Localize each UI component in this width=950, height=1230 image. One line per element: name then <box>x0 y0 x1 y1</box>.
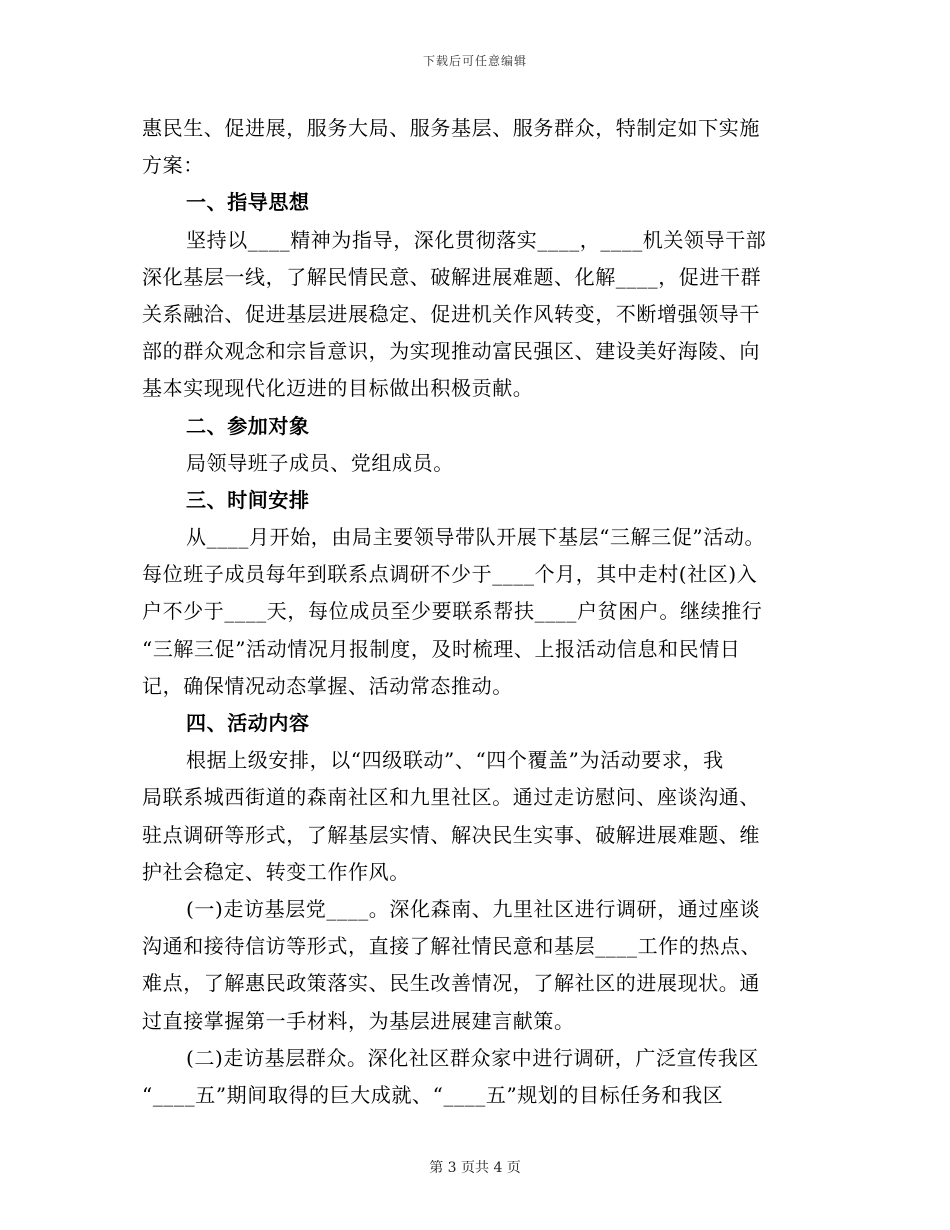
paragraph-line: “____五”期间取得的巨大成就、“____五”规划的目标任务和我区 <box>142 1082 724 1107</box>
paragraph-line: (一)走访基层党____。深化森南、九里社区进行调研，通过座谈 <box>186 896 761 921</box>
paragraph-line: 局领导班子成员、党组成员。 <box>186 450 454 475</box>
section-heading: 二、参加对象 <box>186 413 310 438</box>
paragraph-line: 从____月开始，由局主要领导带队开展下基层“三解三促”活动。 <box>186 525 766 550</box>
paragraph-line: 部的群众观念和宗旨意识，为实现推动富民强区、建设美好海陵、向 <box>142 339 760 364</box>
paragraph-line: 护社会稳定、转变工作作风。 <box>142 859 410 884</box>
paragraph-line: 每位班子成员每年到联系点调研不少于____个月，其中走村(社区)入 <box>142 562 758 587</box>
paragraph-line: 难点，了解惠民政策落实、民生改善情况，了解社区的进展现状。通 <box>142 971 760 996</box>
paragraph-line: 过直接掌握第一手材料，为基层进展建言献策。 <box>142 1008 575 1033</box>
paragraph-line: (二)走访基层群众。深化社区群众家中进行调研，广泛宣传我区 <box>186 1045 760 1070</box>
section-heading: 一、指导思想 <box>186 190 310 215</box>
paragraph-line: 关系融洽、促进基层进展稳定、促进机关作风转变，不断增强领导干 <box>142 301 760 326</box>
section-heading: 三、时间安排 <box>186 487 310 512</box>
paragraph-line: “三解三促”活动情况月报制度，及时梳理、上报活动信息和民情日 <box>142 636 741 661</box>
paragraph-line: 根据上级安排，以“四级联动”、“四个覆盖”为活动要求，我 <box>186 748 724 773</box>
page-number: 第 3 页共 4 页 <box>429 1160 521 1176</box>
paragraph-line: 深化基层一线，了解民情民意、破解进展难题、化解____，促进干群 <box>142 264 762 289</box>
paragraph-line: 驻点调研等形式，了解基层实情、解决民生实事、破解进展难题、维 <box>142 822 760 847</box>
paragraph-line: 方案： <box>142 153 204 178</box>
paragraph-line: 局联系城西街道的森南社区和九里社区。通过走访慰问、座谈沟通、 <box>142 785 760 810</box>
paragraph-line: 基本实现现代化迈进的目标做出积极贡献。 <box>142 376 534 401</box>
document-body <box>142 110 808 1114</box>
paragraph-line: 沟通和接待信访等形式，直接了解社情民意和基层____工作的热点、 <box>142 934 762 959</box>
section-heading: 四、活动内容 <box>186 711 310 735</box>
paragraph-line: 户不少于____天，每位成员至少要联系帮扶____户贫困户。继续推行 <box>142 599 763 624</box>
paragraph-line: 坚持以____精神为指导，深化贯彻落实____，____机关领导干部 <box>186 227 767 252</box>
paragraph-line: 惠民生、促进展，服务大局、服务基层、服务群众，特制定如下实施 <box>142 116 760 140</box>
page-header-note: 下载后可任意编辑 <box>422 54 527 68</box>
paragraph-line: 记，确保情况动态掌握、活动常态推动。 <box>142 673 513 698</box>
